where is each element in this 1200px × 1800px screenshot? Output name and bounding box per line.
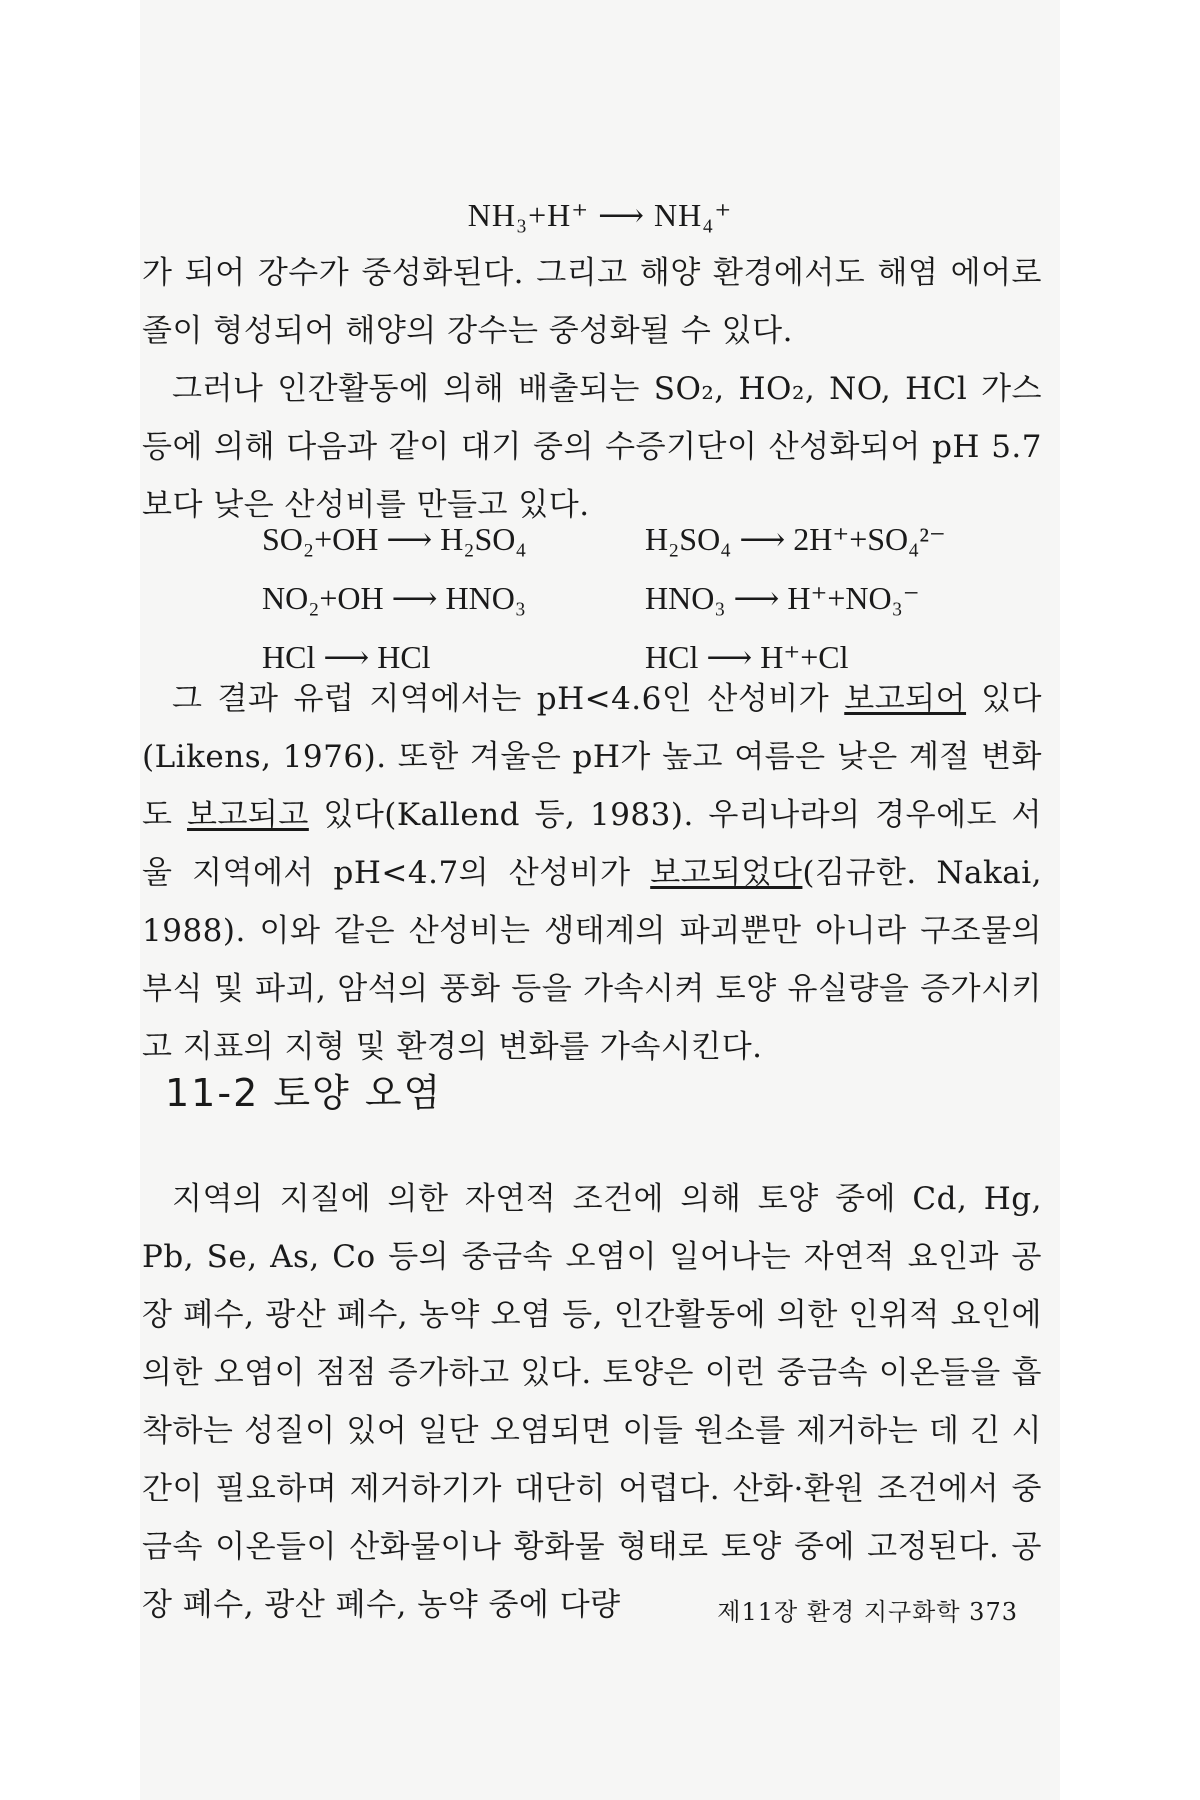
equation-left: HCl ⟶ HCl xyxy=(262,639,431,675)
paragraph-soil-pollution xyxy=(142,1170,1042,1634)
paragraph-neutralization xyxy=(142,244,1042,360)
equation-right: H₂SO₄ ⟶ 2H⁺+SO₄²⁻ xyxy=(645,521,946,557)
section-heading: 11-2 토양 오염 xyxy=(165,1071,443,1115)
underlined-text: 보고되었다 xyxy=(650,855,803,891)
equation-left: NO₂+OH ⟶ HNO₃ xyxy=(262,580,526,616)
page-footer: 제11장 환경 지구화학 373 xyxy=(717,1598,1018,1626)
text-run: 있다(Kallend 등, 1983). 우리나라의 경우에도 서울 지역에서 pH<4.7의 산성비가 xyxy=(142,797,1042,891)
underlined-text: 보고되고 xyxy=(187,797,309,833)
equation-row xyxy=(0,579,1200,638)
equation-ammonium: NH₃+H⁺ ⟶ NH₄⁺ xyxy=(467,197,733,233)
equation-left: SO₂+OH ⟶ H₂SO₄ xyxy=(262,521,527,557)
paragraph-text xyxy=(142,670,1042,1076)
paragraph-text: 지역의 지질에 의한 자연적 조건에 의해 토양 중에 Cd, Hg, Pb, Se, As, Co 등의 중금속 오염이 일어나는 자연적 요인과 공장 폐수, 광산 폐수, 농약 오염 등, 인간활동에 의한 인위적 요인에 의한 오염이 점점 증가하고 있다. 토양은 이런 중금속 이온들을 흡착하는 성질이 있어 일단 오염되면 이들 원소를 제거하는 데 긴 시간이 필요하며 제거하기가 대단히 어렵다. 산화·환원 조건에서 중금속 이온들이 산화물이나 황화물 형태로 토양 중에 고정된다. 공장 폐수, 광산 폐수, 농약 중에 다량 xyxy=(142,1181,1042,1623)
text-run: (김규한. Nakai, 1988). 이와 같은 산성비는 생태계의 파괴뿐만 아니라 구조물의 부식 및 파괴, 암석의 풍화 등을 가속시켜 토양 유실량을 증가시키고 지표의 지형 및 환경의 변화를 가속시킨다. xyxy=(142,855,1042,1065)
text-run: 있다(Likens, 1976). 또한 겨울은 pH가 높고 여름은 낮은 계절 변화도 xyxy=(142,681,1043,833)
paragraph-acidification xyxy=(142,360,1042,534)
equation-right: HCl ⟶ H⁺+Cl xyxy=(645,639,849,675)
paragraph-acid-rain-reports xyxy=(142,670,1042,1076)
paragraph-text: 가 되어 강수가 중성화된다. 그리고 해양 환경에서도 해염 에어로졸이 형성되어 해양의 강수는 중성화될 수 있다. xyxy=(142,255,1042,349)
equation-right: HNO₃ ⟶ H⁺+NO₃⁻ xyxy=(645,580,920,616)
paragraph-text: 그러나 인간활동에 의해 배출되는 SO₂, HO₂, NO, HCl 가스 등에 의해 다음과 같이 대기 중의 수증기단이 산성화되어 pH 5.7보다 낮은 산성비를 만들고 있다. xyxy=(142,371,1042,523)
equation-row xyxy=(0,520,1200,579)
text-run: 그 결과 유럽 지역에서는 pH<4.6인 산성비가 xyxy=(172,681,845,717)
underlined-text: 보고되어 xyxy=(844,681,967,717)
